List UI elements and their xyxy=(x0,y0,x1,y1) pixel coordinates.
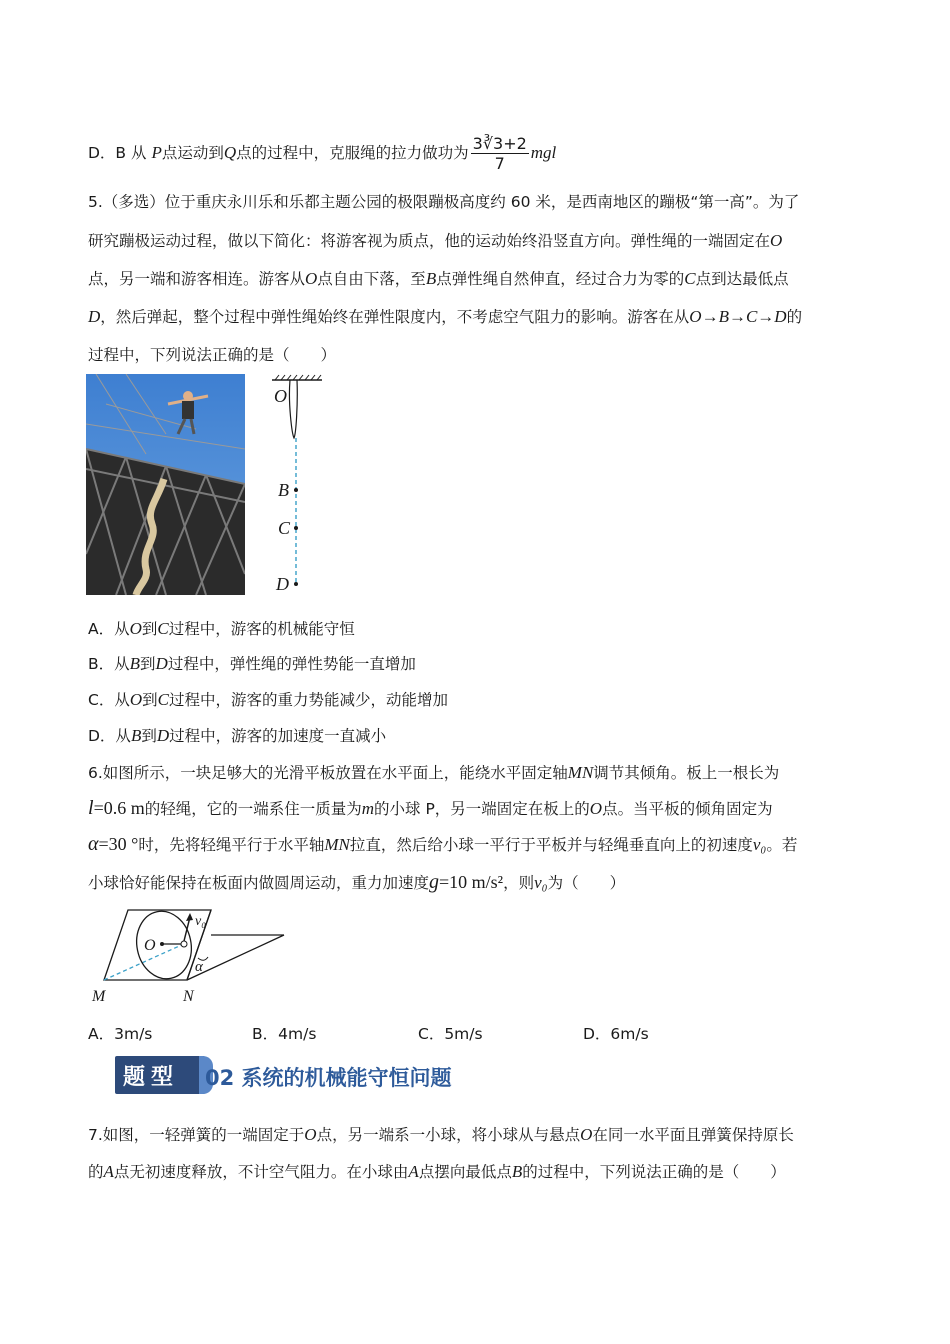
q6-option-a: A．3m/s xyxy=(88,1025,153,1043)
q7-stem-line-1: 7.如图，一轻弹簧的一端固定于O点，另一端系一小球，将小球从与悬点O在同一水平面且弹簧保持原长 xyxy=(88,1125,794,1144)
q6-option-b: B．4m/s xyxy=(252,1025,317,1043)
label-C: C xyxy=(278,518,291,538)
q5-option-b: B．从B到D过程中，弹性绳的弹性势能一直增加 xyxy=(88,654,416,673)
bungee-photo xyxy=(86,374,245,595)
q5-option-a: A．从O到C过程中，游客的机械能守恒 xyxy=(88,619,355,638)
q6-stem-line-4: 小球恰好能保持在板面内做圆周运动，重力加速度g=10 m/s²，则v₀为（ ） xyxy=(88,871,626,893)
label-N: N xyxy=(183,988,194,1005)
bungee-photo-image xyxy=(86,374,245,595)
label-B: B xyxy=(278,480,289,500)
label-alpha: α xyxy=(195,959,203,975)
section-badge: 题型 xyxy=(115,1056,205,1094)
label-O: O xyxy=(274,386,287,406)
label-v0: v₀ xyxy=(195,914,207,929)
q6-option-c: C．5m/s xyxy=(418,1025,483,1043)
q5-stem-line-2: 研究蹦极运动过程，做以下简化：将游客视为质点，他的运动始终沿竖直方向。弹性绳的一端固定在O xyxy=(88,231,783,250)
q5-stem-line-4: D，然后弹起，整个过程中弹性绳始终在弹性限度内，不考虑空气阻力的影响。游客在从O→B→C→D的 xyxy=(88,307,803,326)
q6-incline-diagram xyxy=(86,905,296,1005)
q5-stem-line-3: 点，另一端和游客相连。游客从O点自由下落，至B点弹性绳自然伸直，经过合力为零的C点到达最低点 xyxy=(88,269,789,288)
label-D: D xyxy=(276,574,289,594)
section-title: 02 系统的机械能守恒问题 xyxy=(205,1066,452,1090)
q4-option-d: D．B 从 P点运动到Q点的过程中，克服绳的拉力做功为 $\frac{3∛3+2}{7}$ mgl xyxy=(88,134,557,173)
q6-stem-line-3: α=30 °时，先将轻绳平行于水平轴MN拉直，然后给小球一平行于平板并与轻绳垂直向上的初速度v₀。若 xyxy=(88,833,798,855)
q6-option-d: D．6m/s xyxy=(583,1025,649,1043)
q5-option-d: D．从B到D过程中，游客的加速度一直减小 xyxy=(88,726,387,745)
fraction: $\frac{3∛3+2}{7}$ xyxy=(472,134,527,173)
q5-option-c: C．从O到C过程中，游客的重力势能减少，动能增加 xyxy=(88,690,448,709)
q5-stem-line-1: 5.（多选）位于重庆永川乐和乐都主题公园的极限蹦极高度约 60 米，是西南地区的蹦极“第一高”。为了 xyxy=(88,193,800,211)
label-M: M xyxy=(92,988,106,1005)
q6-stem-line-2: l=0.6 m的轻绳，它的一端系住一质量为m的小球 P，另一端固定在板上的O点。当平板的倾角固定为 xyxy=(88,797,773,819)
q7-stem-line-2: 的A点无初速度释放，不计空气阻力。在小球由A点摆向最低点B的过程中，下列说法正确的是（ ） xyxy=(88,1162,786,1181)
q5-schematic xyxy=(262,374,332,596)
label-O: O xyxy=(144,937,156,954)
q6-stem-line-1: 6.如图所示，一块足够大的光滑平板放置在水平面上，能绕水平固定轴MN调节其倾角。板上一根长为 xyxy=(88,763,780,782)
q5-stem-line-5: 过程中，下列说法正确的是（ ） xyxy=(88,346,337,364)
